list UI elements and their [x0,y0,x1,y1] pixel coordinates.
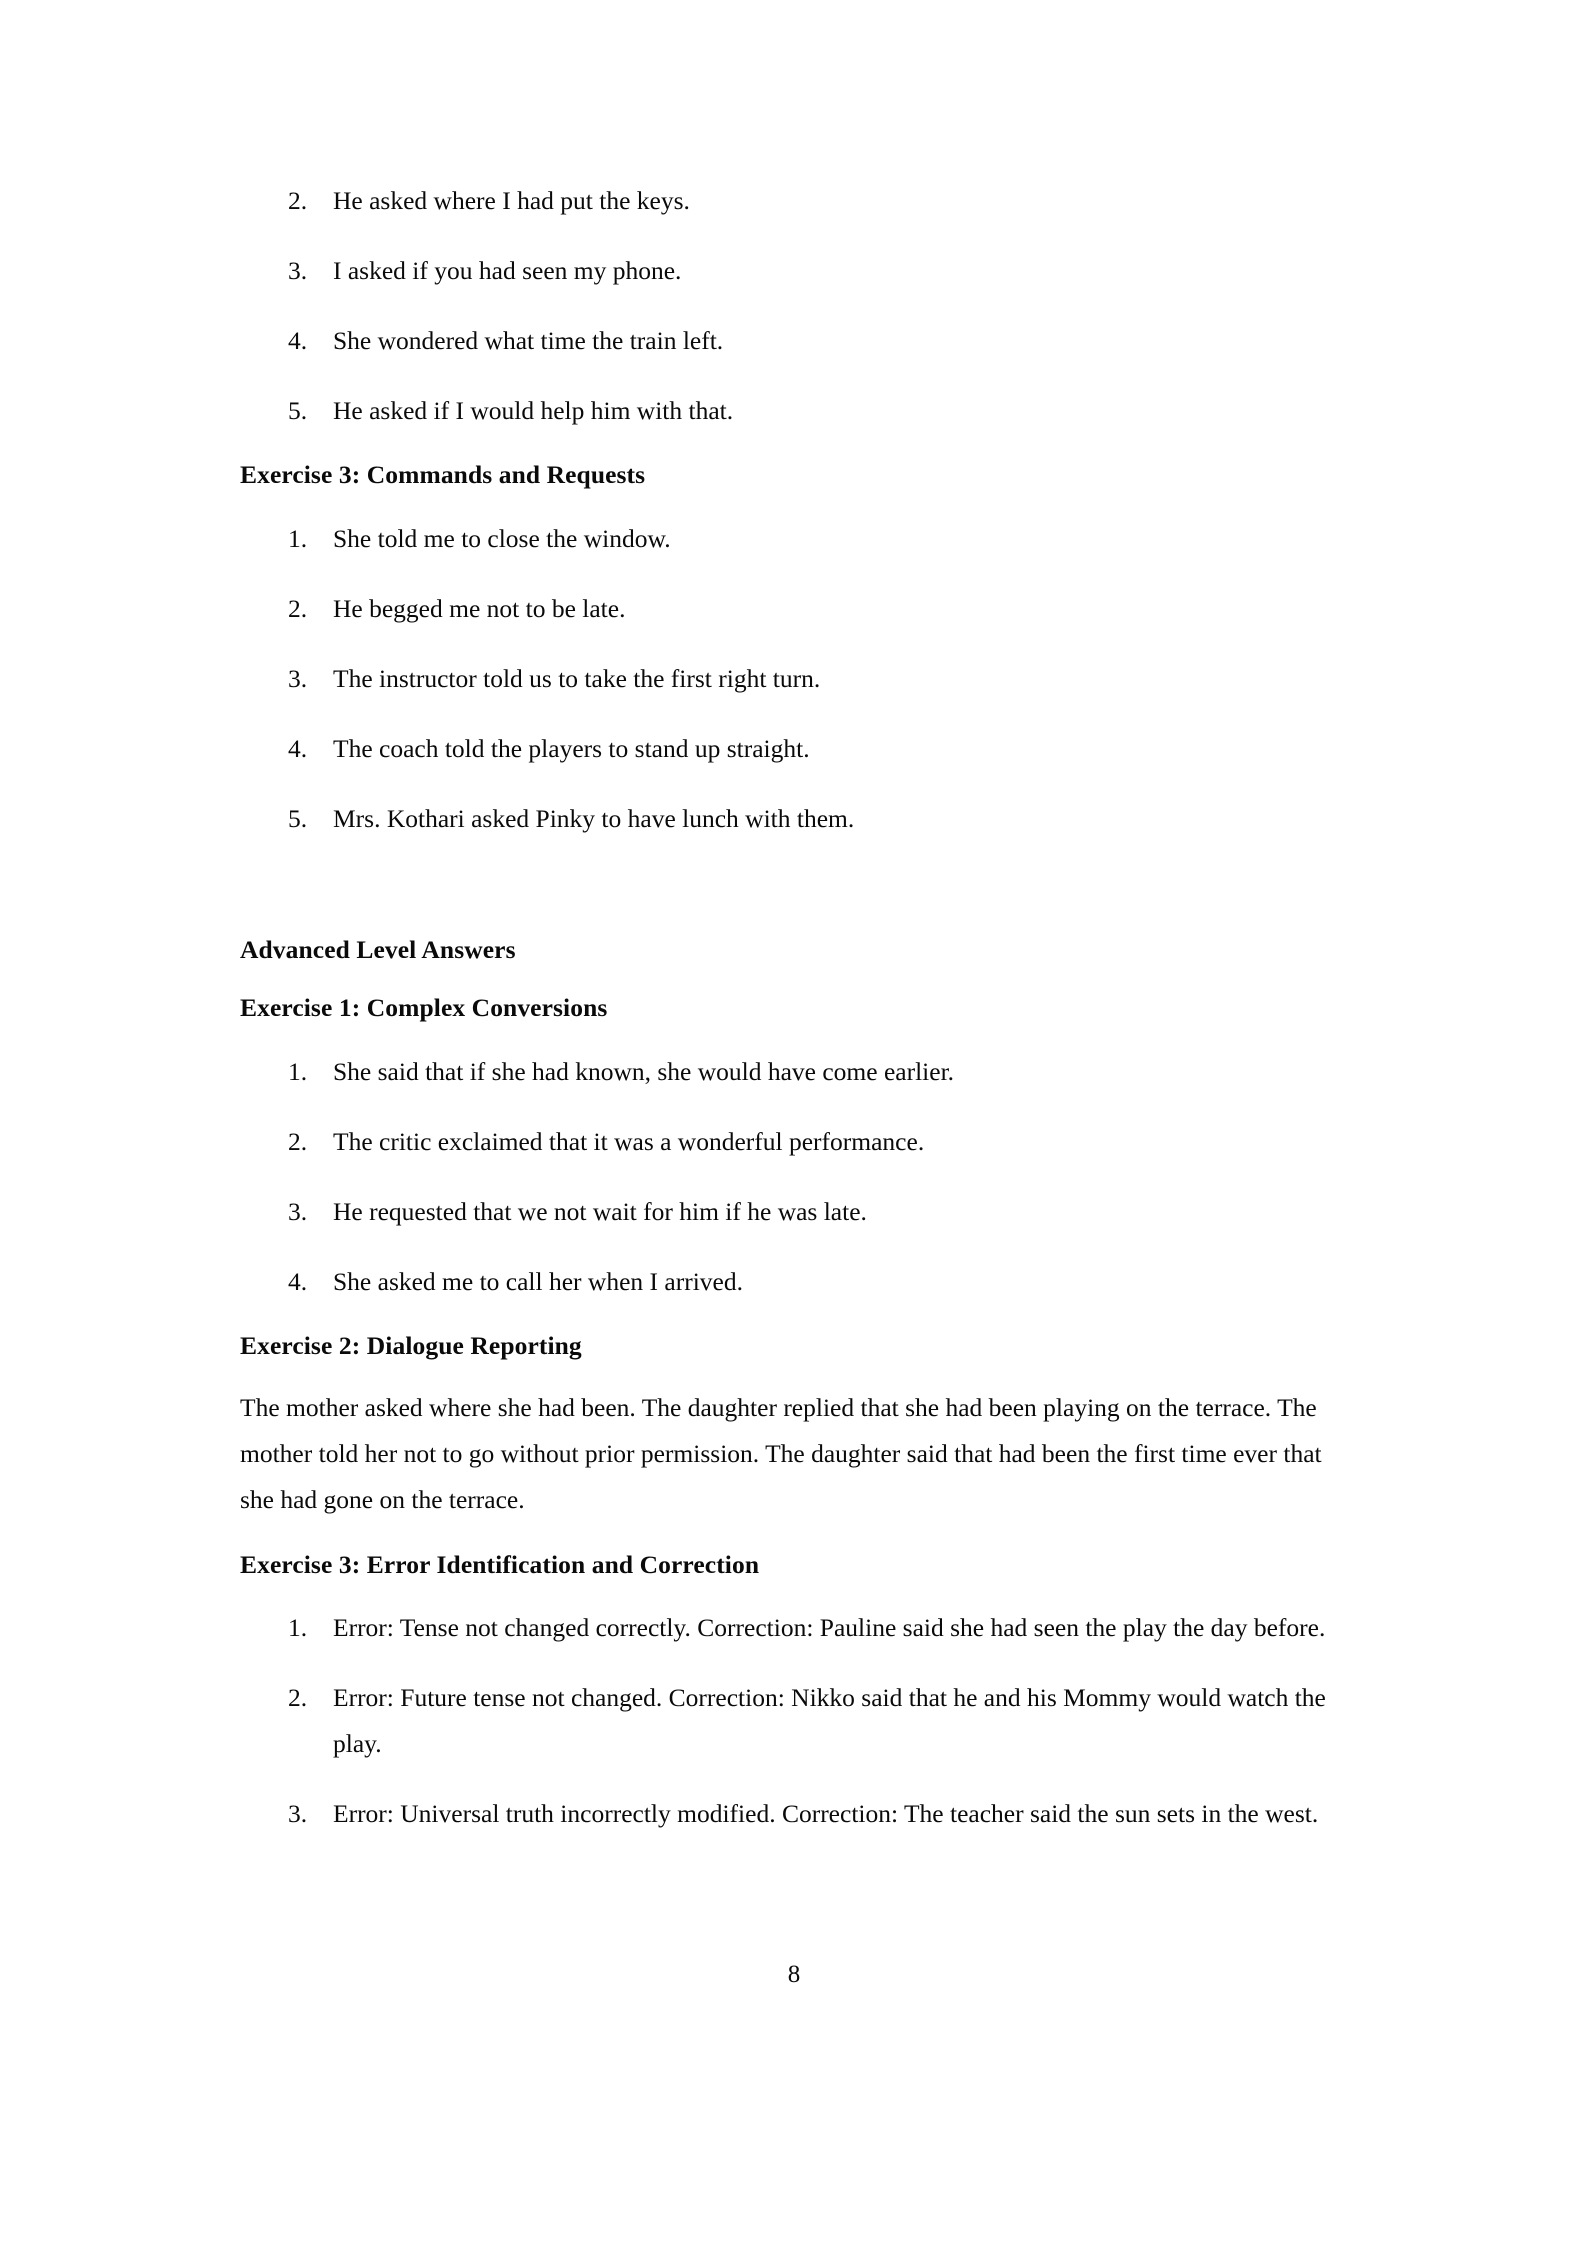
section-heading-exercise2-dialogue: Exercise 2: Dialogue Reporting [240,1330,582,1360]
list-item [240,388,1340,434]
list-item-text: She asked me to call her when I arrived. [333,1266,743,1296]
list-item-text: I asked if you had seen my phone. [333,256,682,285]
list-item [240,1189,1340,1235]
list-item [240,248,1340,294]
list-item-number: 2. [288,1683,308,1713]
list-item-number: 3. [288,1799,308,1829]
list-item [240,1675,1340,1767]
list-item-number: 3. [288,256,308,285]
list-item-number: 4. [288,326,308,355]
section-heading-exercise1-complex: Exercise 1: Complex Conversions [240,993,608,1023]
list-item-text: He asked if I would help him with that. [333,396,734,425]
answer-list-exercise1-complex [240,1049,1340,1305]
list-item-text: Error: Tense not changed correctly. Correction: Pauline said she had seen the play the day before. [333,1613,1326,1643]
list-item [240,1791,1340,1837]
list-item [240,1259,1340,1305]
list-item-text: She wondered what time the train left. [333,326,724,355]
section-heading-exercise3-commands: Exercise 3: Commands and Requests [240,460,646,489]
list-item-text: He asked where I had put the keys. [333,186,690,215]
list-item-text: Mrs. Kothari asked Pinky to have lunch with them. [333,803,855,833]
list-item-text: She said that if she had known, she would have come earlier. [333,1056,955,1086]
list-item-text: He requested that we not wait for him if he was late. [333,1196,867,1226]
list-item-number: 4. [288,1266,308,1296]
page-content [240,178,1340,1837]
list-item [240,1605,1340,1651]
list-item [240,516,1340,562]
list-item [240,586,1340,632]
list-item [240,726,1340,772]
list-item-number: 3. [288,663,308,693]
blank-paragraph-spacer [240,842,1340,934]
list-item-number: 1. [288,1056,308,1086]
list-item-number: 5. [288,396,308,425]
list-item-number: 4. [288,733,308,763]
section-heading-exercise3-error: Exercise 3: Error Identification and Correction [240,1549,760,1579]
list-item-text: Error: Universal truth incorrectly modified. Correction: The teacher said the sun sets in the west. [333,1799,1319,1829]
list-item [240,1049,1340,1095]
list-item-text: She told me to close the window. [333,523,671,553]
answer-list-exercise2-continued [240,178,1340,434]
list-item [240,318,1340,364]
list-item-number: 2. [288,186,308,215]
section-heading-advanced-level: Advanced Level Answers [240,934,516,964]
list-item-number: 1. [288,523,308,553]
list-item-text: The instructor told us to take the first right turn. [333,663,821,693]
list-item-text: He begged me not to be late. [333,593,626,623]
list-item-text: Error: Future tense not changed. Correction: Nikko said that he and his Mommy would watch the play. [333,1683,1326,1759]
list-item-number: 2. [288,593,308,623]
list-item-number: 2. [288,1126,308,1156]
list-item-number: 1. [288,1613,308,1643]
list-item [240,178,1340,224]
page-number: 8 [787,1961,801,1988]
list-item-number: 3. [288,1196,308,1226]
answer-list-exercise3-commands [240,516,1340,842]
dialogue-reporting-paragraph: The mother asked where she had been. The daughter replied that she had been playing on the terrace. The mother told her not to go without prior permission. The daughter said that had been the first time ever that she had gone on the terrace. [240,1392,1322,1514]
list-item-text: The coach told the players to stand up straight. [333,733,810,763]
list-item-text: The critic exclaimed that it was a wonderful performance. [333,1126,925,1156]
list-item [240,796,1340,842]
list-item [240,1119,1340,1165]
list-item [240,656,1340,702]
answer-list-exercise3-error [240,1605,1340,1837]
list-item-number: 5. [288,803,308,833]
